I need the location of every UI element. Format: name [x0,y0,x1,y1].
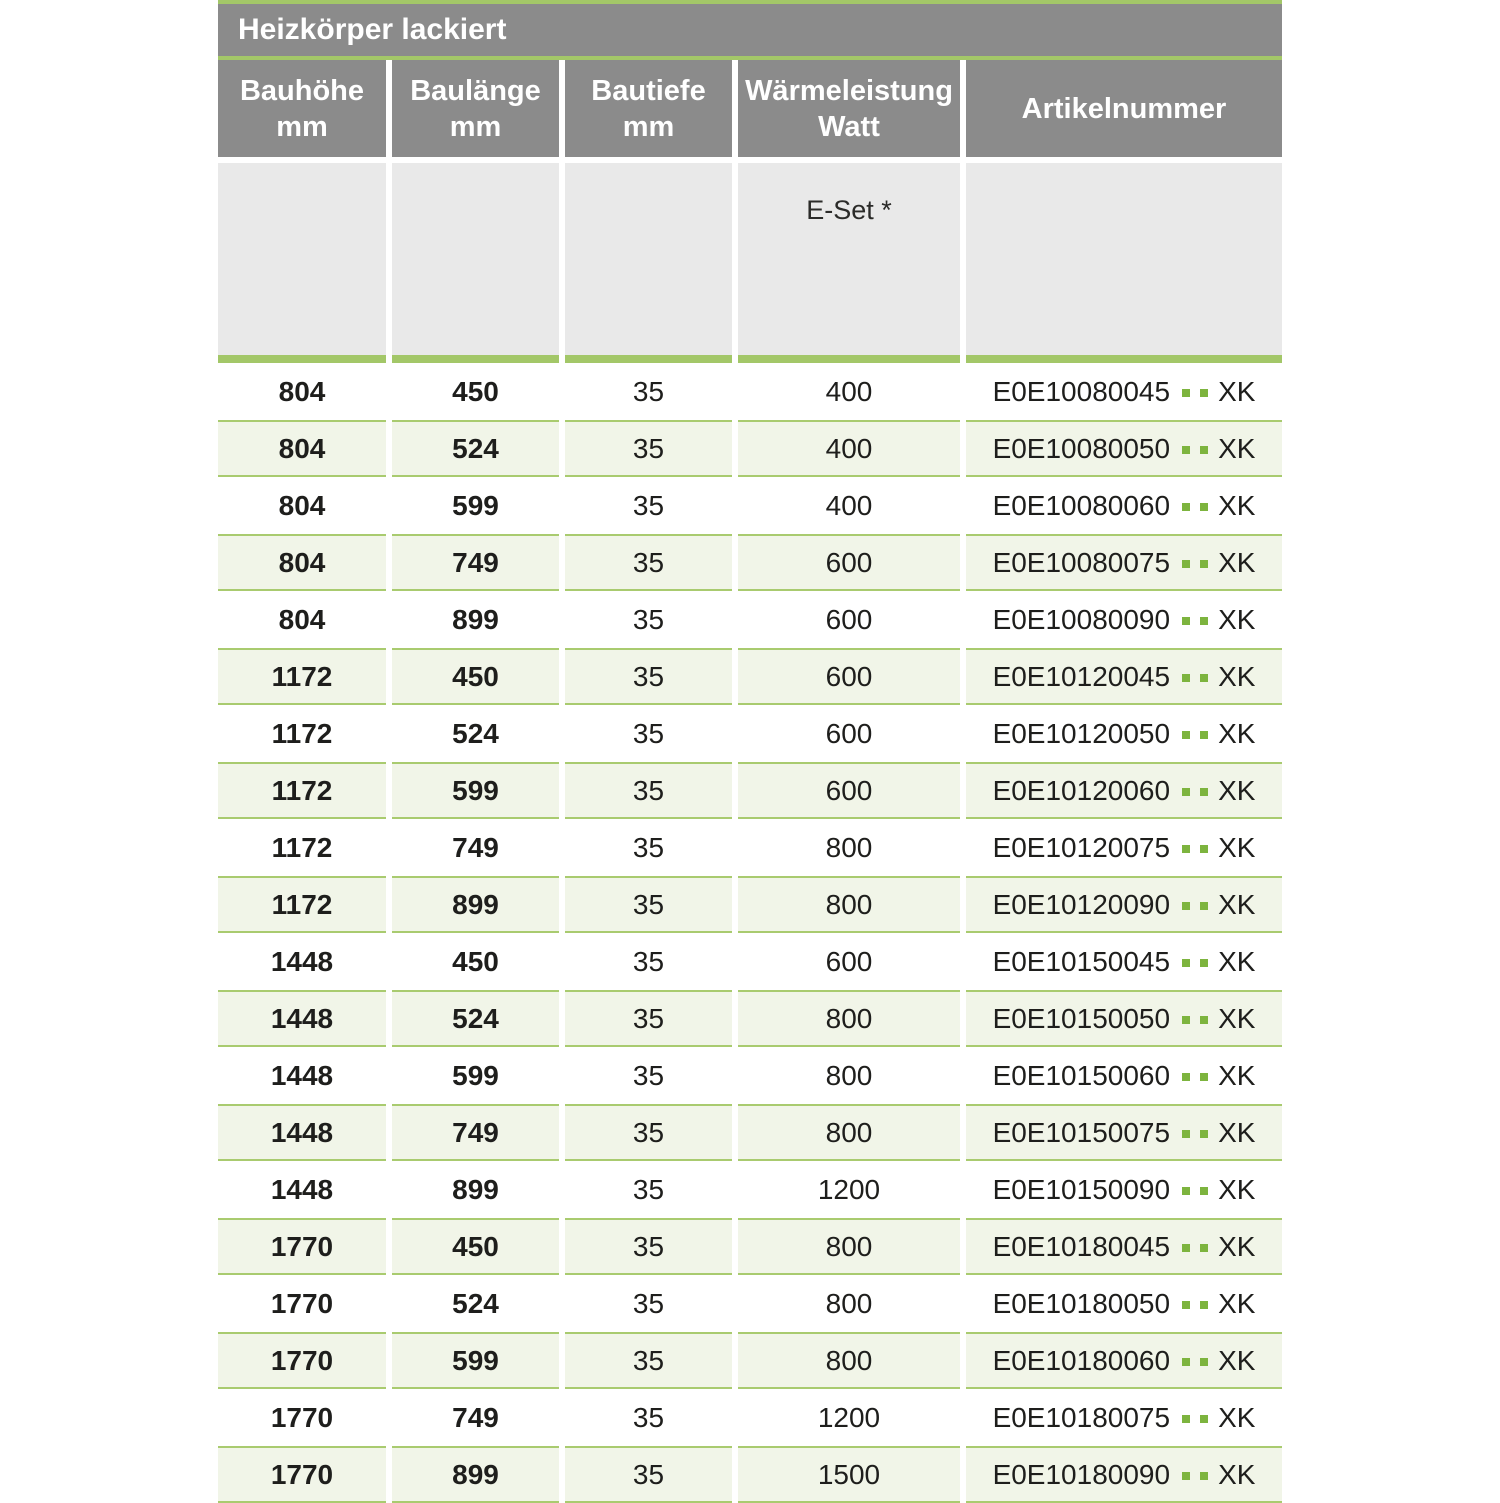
article-number: E0E10080045 [992,375,1171,407]
cell-artikelnummer [966,1389,1282,1446]
cell-baulaenge: 749 [392,819,559,876]
cell-baulaenge: 899 [392,876,559,933]
cell-bautiefe: 35 [565,762,732,819]
cell-bautiefe: 35 [565,933,732,990]
article-number: E0E10180050 [992,1287,1171,1319]
color-code-dot-icon [1200,1130,1208,1138]
table-row [218,876,1282,933]
column-header-unit: mm [276,110,328,143]
color-code-dot-icon [1200,731,1208,739]
article-suffix: XK [1218,1344,1256,1376]
article-suffix: XK [1218,432,1256,464]
column-header-unit: mm [449,110,502,143]
cell-bautiefe: 35 [565,1332,732,1389]
cell-waermeleistung: 800 [738,990,960,1047]
article-number: E0E10080090 [992,603,1171,635]
subheader-row [218,163,1282,355]
color-code-dot-icon [1182,560,1190,568]
cell-bautiefe: 35 [565,1104,732,1161]
cell-bauhoehe: 1770 [218,1446,386,1503]
article-number: E0E10120090 [992,888,1171,920]
color-code-dot-icon [1200,1244,1208,1252]
cell-waermeleistung: 1200 [738,1161,960,1218]
article-suffix: XK [1218,945,1256,977]
color-code-dot-icon [1200,1016,1208,1024]
cell-artikelnummer [966,876,1282,933]
cell-baulaenge: 450 [392,648,559,705]
article-suffix: XK [1218,831,1256,863]
column-header-label: Bautiefe [591,74,706,107]
article-number: E0E10080060 [992,489,1171,521]
color-code-dot-icon [1182,788,1190,796]
cell-artikelnummer [966,1332,1282,1389]
article-suffix: XK [1218,546,1256,578]
article-number: E0E10150090 [992,1173,1171,1205]
color-code-dot-icon [1200,1358,1208,1366]
article-suffix: XK [1218,660,1256,692]
cell-bauhoehe: 804 [218,591,386,648]
article-suffix: XK [1218,1059,1256,1091]
article-number: E0E10150045 [992,945,1171,977]
article-number: E0E10120050 [992,717,1171,749]
cell-waermeleistung: 1500 [738,1446,960,1503]
color-code-dot-icon [1182,1244,1190,1252]
table-row [218,819,1282,876]
cell-bauhoehe: 1448 [218,1047,386,1104]
color-code-dot-icon [1182,1130,1190,1138]
article-suffix: XK [1218,1230,1256,1262]
cell-artikelnummer [966,420,1282,477]
color-code-dot-icon [1200,389,1208,397]
cell-artikelnummer [966,1275,1282,1332]
cell-waermeleistung: 400 [738,420,960,477]
cell-baulaenge: 749 [392,1104,559,1161]
cell-artikelnummer [966,705,1282,762]
table-row [218,591,1282,648]
article-suffix: XK [1218,717,1256,749]
cell-waermeleistung: 600 [738,762,960,819]
color-code-dot-icon [1182,1415,1190,1423]
cell-waermeleistung: 1200 [738,1389,960,1446]
cell-waermeleistung: 400 [738,477,960,534]
cell-bauhoehe: 1448 [218,990,386,1047]
color-code-dot-icon [1200,503,1208,511]
cell-waermeleistung: 600 [738,705,960,762]
article-suffix: XK [1218,1458,1256,1490]
color-code-dot-icon [1182,1016,1190,1024]
cell-artikelnummer [966,1218,1282,1275]
color-code-dot-icon [1200,845,1208,853]
color-code-dot-icon [1182,731,1190,739]
color-code-dot-icon [1182,674,1190,682]
cell-bautiefe: 35 [565,1275,732,1332]
article-suffix: XK [1218,1116,1256,1148]
article-suffix: XK [1218,774,1256,806]
article-number: E0E10120045 [992,660,1171,692]
article-suffix: XK [1218,1002,1256,1034]
cell-artikelnummer [966,591,1282,648]
cell-waermeleistung: 800 [738,1332,960,1389]
color-code-dot-icon [1200,1415,1208,1423]
cell-baulaenge: 899 [392,591,559,648]
cell-bauhoehe: 1172 [218,705,386,762]
color-code-dot-icon [1182,1358,1190,1366]
cell-bautiefe: 35 [565,648,732,705]
cell-bautiefe: 35 [565,1047,732,1104]
table-body [218,363,1282,1503]
color-code-dot-icon [1182,959,1190,967]
color-code-dot-icon [1200,902,1208,910]
table-row [218,1389,1282,1446]
cell-bautiefe: 35 [565,477,732,534]
table-row [218,1161,1282,1218]
color-code-dot-icon [1182,1472,1190,1480]
cell-waermeleistung: 800 [738,876,960,933]
cell-bautiefe: 35 [565,990,732,1047]
column-header-unit: mm [622,110,675,143]
cell-baulaenge: 450 [392,363,559,420]
table-row [218,705,1282,762]
column-header-label: Artikelnummer [1021,92,1227,125]
table-row [218,1446,1282,1503]
cell-waermeleistung: 600 [738,534,960,591]
green-separator-bar [218,355,1282,363]
article-number: E0E10180075 [992,1401,1171,1433]
table-row [218,477,1282,534]
color-code-dot-icon [1182,1301,1190,1309]
color-code-dot-icon [1182,902,1190,910]
cell-artikelnummer [966,1104,1282,1161]
cell-bauhoehe: 1172 [218,648,386,705]
article-suffix: XK [1218,1287,1256,1319]
column-header-row [218,60,1282,157]
article-suffix: XK [1218,489,1256,521]
table-row [218,648,1282,705]
cell-baulaenge: 599 [392,1047,559,1104]
cell-baulaenge: 450 [392,1218,559,1275]
article-number: E0E10180045 [992,1230,1171,1262]
color-code-dot-icon [1182,503,1190,511]
cell-bauhoehe: 1172 [218,762,386,819]
cell-bautiefe: 35 [565,363,732,420]
subheader-cell-bautiefe [565,163,732,355]
table-row [218,762,1282,819]
subheader-cell-bauhoehe [218,163,386,355]
cell-baulaenge: 524 [392,420,559,477]
color-code-dot-icon [1182,389,1190,397]
cell-baulaenge: 450 [392,933,559,990]
cell-bauhoehe: 804 [218,477,386,534]
cell-bautiefe: 35 [565,1389,732,1446]
eset-label: E-Set * [806,195,892,225]
column-header-unit: Watt [818,110,880,143]
color-code-dot-icon [1200,959,1208,967]
color-code-dot-icon [1200,1073,1208,1081]
color-code-dot-icon [1182,845,1190,853]
cell-bauhoehe: 804 [218,534,386,591]
cell-waermeleistung: 400 [738,363,960,420]
article-suffix: XK [1218,888,1256,920]
cell-waermeleistung: 600 [738,933,960,990]
color-code-dot-icon [1182,446,1190,454]
cell-bauhoehe: 1770 [218,1332,386,1389]
color-code-dot-icon [1182,1073,1190,1081]
color-code-dot-icon [1200,788,1208,796]
cell-waermeleistung: 800 [738,1275,960,1332]
column-header-bauhoehe [218,60,386,157]
color-code-dot-icon [1200,446,1208,454]
cell-artikelnummer [966,534,1282,591]
table-row [218,1047,1282,1104]
cell-waermeleistung: 600 [738,648,960,705]
article-number: E0E10180060 [992,1344,1171,1376]
cell-waermeleistung: 800 [738,1218,960,1275]
cell-bauhoehe: 1770 [218,1275,386,1332]
cell-bautiefe: 35 [565,876,732,933]
cell-baulaenge: 524 [392,705,559,762]
table-row [218,534,1282,591]
table-row [218,1218,1282,1275]
color-code-dot-icon [1182,1187,1190,1195]
table-row [218,933,1282,990]
column-header-bautiefe [565,60,732,157]
cell-bauhoehe: 1172 [218,876,386,933]
article-number: E0E10150060 [992,1059,1171,1091]
cell-artikelnummer [966,477,1282,534]
article-suffix: XK [1218,1173,1256,1205]
subheader-cell-baulaenge [392,163,559,355]
cell-bauhoehe: 1448 [218,933,386,990]
table-row [218,363,1282,420]
color-code-dot-icon [1200,560,1208,568]
article-number: E0E10080050 [992,432,1171,464]
color-code-dot-icon [1200,1187,1208,1195]
table-row [218,1104,1282,1161]
cell-baulaenge: 749 [392,534,559,591]
cell-baulaenge: 899 [392,1446,559,1503]
cell-artikelnummer [966,648,1282,705]
column-header-label: Bauhöhe [239,74,365,107]
color-code-dot-icon [1200,1472,1208,1480]
cell-bautiefe: 35 [565,420,732,477]
table-row [218,1332,1282,1389]
subheader-cell-waermeleistung [738,163,960,355]
cell-bauhoehe: 1448 [218,1104,386,1161]
article-number: E0E10180090 [992,1458,1171,1490]
column-header-baulaenge [392,60,559,157]
table-row [218,990,1282,1047]
article-suffix: XK [1218,375,1256,407]
color-code-dot-icon [1200,617,1208,625]
cell-bauhoehe: 804 [218,363,386,420]
cell-baulaenge: 599 [392,762,559,819]
cell-bautiefe: 35 [565,705,732,762]
cell-bauhoehe: 1770 [218,1218,386,1275]
cell-artikelnummer [966,990,1282,1047]
cell-artikelnummer [966,762,1282,819]
column-header-label: Baulänge [410,74,541,107]
cell-bautiefe: 35 [565,1218,732,1275]
article-number: E0E10120060 [992,774,1171,806]
cell-bautiefe: 35 [565,534,732,591]
cell-baulaenge: 749 [392,1389,559,1446]
table-row [218,420,1282,477]
article-number: E0E10150075 [992,1116,1171,1148]
cell-bautiefe: 35 [565,591,732,648]
table-title: Heizkörper lackiert [238,13,507,46]
cell-baulaenge: 599 [392,477,559,534]
cell-waermeleistung: 800 [738,1104,960,1161]
cell-baulaenge: 899 [392,1161,559,1218]
cell-artikelnummer [966,363,1282,420]
color-code-dot-icon [1200,1301,1208,1309]
cell-artikelnummer [966,819,1282,876]
color-code-dot-icon [1182,617,1190,625]
cell-baulaenge: 524 [392,990,559,1047]
cell-baulaenge: 524 [392,1275,559,1332]
article-number: E0E10150050 [992,1002,1171,1034]
article-number: E0E10080075 [992,546,1171,578]
table-title-bar [218,0,1282,56]
cell-bauhoehe: 1448 [218,1161,386,1218]
subheader-cell-artikelnummer [966,163,1282,355]
article-suffix: XK [1218,1401,1256,1433]
cell-bautiefe: 35 [565,819,732,876]
cell-bautiefe: 35 [565,1446,732,1503]
cell-bautiefe: 35 [565,1161,732,1218]
article-number: E0E10120075 [992,831,1171,863]
cell-bauhoehe: 1172 [218,819,386,876]
column-header-waermeleistung [738,60,960,157]
cell-waermeleistung: 800 [738,819,960,876]
cell-bauhoehe: 1770 [218,1389,386,1446]
cell-baulaenge: 599 [392,1332,559,1389]
cell-bauhoehe: 804 [218,420,386,477]
cell-artikelnummer [966,1161,1282,1218]
product-table [218,0,1282,1503]
color-code-dot-icon [1200,674,1208,682]
column-header-label: Wärmeleistung [745,74,953,107]
cell-artikelnummer [966,1446,1282,1503]
column-header-artikelnummer [966,60,1282,157]
cell-waermeleistung: 800 [738,1047,960,1104]
table-row [218,1275,1282,1332]
cell-artikelnummer [966,933,1282,990]
cell-waermeleistung: 600 [738,591,960,648]
article-suffix: XK [1218,603,1256,635]
cell-artikelnummer [966,1047,1282,1104]
